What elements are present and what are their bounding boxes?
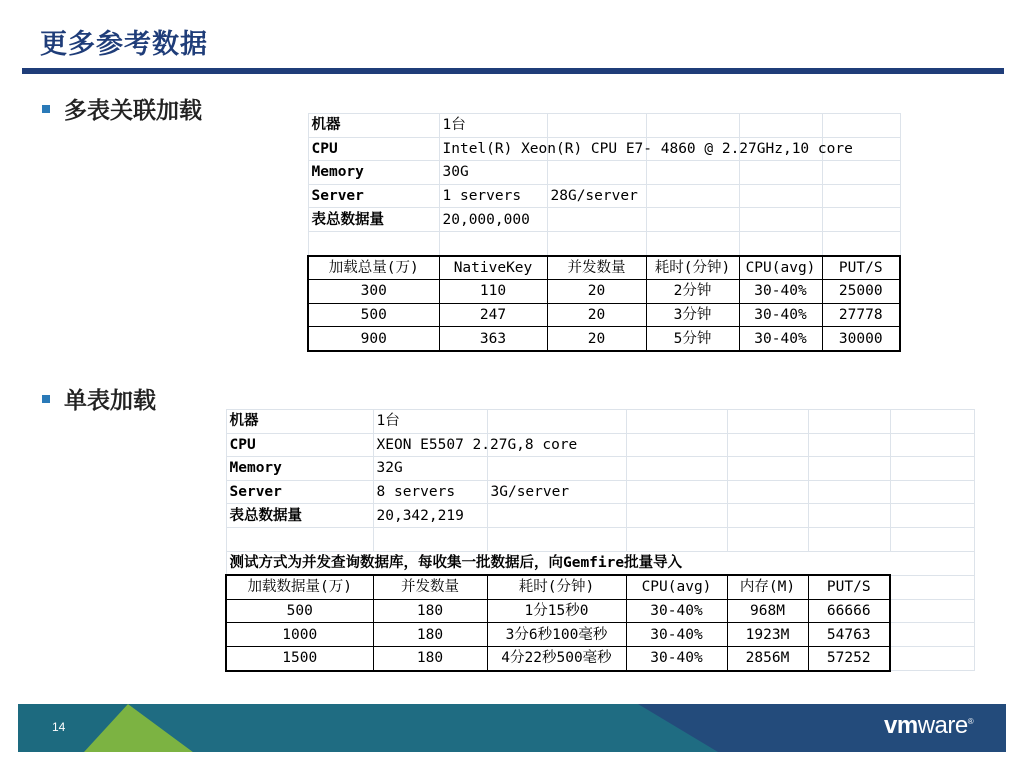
table-cell: 4分22秒500毫秒: [487, 646, 626, 670]
table-cell: 247: [439, 303, 547, 327]
info-value: 1 servers: [439, 184, 547, 208]
slide-title: 更多参考数据: [40, 29, 208, 60]
info-value: 32G: [373, 457, 487, 481]
empty-cell: [890, 433, 974, 457]
empty-cell: [646, 184, 739, 208]
info-label: CPU: [226, 433, 373, 457]
empty-cell: [547, 208, 646, 232]
empty-cell: [727, 457, 808, 481]
empty-cell: [487, 457, 626, 481]
info-label: 机器: [226, 410, 373, 434]
vmware-logo: [884, 712, 973, 740]
footer-band: [18, 704, 1006, 752]
info-row-total: [226, 504, 974, 528]
empty-cell: [808, 527, 890, 551]
empty-cell: [890, 504, 974, 528]
footer-graphic: [18, 704, 1006, 752]
empty-cell: [626, 480, 727, 504]
table-cell: 180: [373, 599, 487, 623]
empty-cell: [822, 231, 900, 255]
info-extra: 3G/server: [487, 480, 626, 504]
table-cell: 3分钟: [646, 303, 739, 327]
info-label: Memory: [226, 457, 373, 481]
empty-cell: [890, 575, 974, 599]
empty-cell: [487, 504, 626, 528]
spacer-row: [308, 231, 900, 255]
info-row-cpu: [308, 137, 900, 161]
section-heading-multi-table: [42, 92, 202, 125]
table-cell: 500: [226, 599, 373, 623]
info-label: Memory: [308, 161, 439, 185]
table-cell: 363: [439, 327, 547, 351]
column-header: PUT/S: [822, 256, 900, 280]
table-cell: 180: [373, 646, 487, 670]
table-cell: 30000: [822, 327, 900, 351]
info-value: 30G: [439, 161, 547, 185]
empty-cell: [547, 161, 646, 185]
table-row: [308, 280, 900, 304]
page-number: 14: [52, 720, 66, 734]
info-value: Intel(R) Xeon(R) CPU E7- 4860 @ 2.27GHz,10 core: [439, 137, 547, 161]
table-row: [226, 599, 974, 623]
bullet-square-icon: [42, 395, 50, 403]
empty-cell: [727, 410, 808, 434]
info-label: 表总数据量: [308, 208, 439, 232]
empty-cell: [808, 410, 890, 434]
empty-cell: [808, 433, 890, 457]
logo-bold: vm: [884, 712, 918, 739]
info-extra: 28G/server: [547, 184, 646, 208]
multi-table-load-sheet: [307, 113, 901, 352]
empty-cell: [487, 527, 626, 551]
info-row-memory: [226, 457, 974, 481]
empty-cell: [626, 433, 727, 457]
empty-cell: [822, 161, 900, 185]
empty-cell: [727, 527, 808, 551]
info-row-total: [308, 208, 900, 232]
table-cell: 1923M: [727, 623, 808, 647]
table-row: [308, 327, 900, 351]
empty-cell: [890, 599, 974, 623]
empty-cell: [890, 623, 974, 647]
table-cell: 30-40%: [739, 280, 822, 304]
table-row: [226, 646, 974, 670]
column-header: 内存(M): [727, 575, 808, 599]
empty-cell: [626, 504, 727, 528]
section-heading-label: 单表加载: [64, 388, 156, 414]
info-label: Server: [308, 184, 439, 208]
empty-cell: [739, 231, 822, 255]
column-header: NativeKey: [439, 256, 547, 280]
table-cell: 25000: [822, 280, 900, 304]
note-row: [226, 551, 974, 575]
table-header-row: [226, 575, 974, 599]
table-cell: 2分钟: [646, 280, 739, 304]
empty-cell: [626, 527, 727, 551]
column-header: 并发数量: [547, 256, 646, 280]
info-row-machine: [308, 114, 900, 138]
info-row-server: [226, 480, 974, 504]
empty-cell: [890, 646, 974, 670]
info-label: Server: [226, 480, 373, 504]
info-value: XEON E5507 2.27G,8 core: [373, 433, 487, 457]
table-cell: 54763: [808, 623, 890, 647]
column-header: 加载数据量(万): [226, 575, 373, 599]
empty-cell: [439, 231, 547, 255]
empty-cell: [822, 114, 900, 138]
table-cell: 20: [547, 327, 646, 351]
empty-cell: [646, 114, 739, 138]
info-label: 表总数据量: [226, 504, 373, 528]
empty-cell: [727, 504, 808, 528]
table-cell: 30-40%: [626, 646, 727, 670]
table-cell: 30-40%: [626, 623, 727, 647]
empty-cell: [739, 161, 822, 185]
empty-cell: [808, 457, 890, 481]
info-value: 20,342,219: [373, 504, 487, 528]
column-header: 并发数量: [373, 575, 487, 599]
empty-cell: [739, 184, 822, 208]
table-cell: 20: [547, 280, 646, 304]
empty-cell: [646, 231, 739, 255]
logo-normal: ware: [917, 712, 968, 739]
table-cell: 900: [308, 327, 439, 351]
info-value: 1台: [439, 114, 547, 138]
table-cell: 5分钟: [646, 327, 739, 351]
table-cell: 180: [373, 623, 487, 647]
empty-cell: [890, 410, 974, 434]
table-cell: 57252: [808, 646, 890, 670]
empty-cell: [822, 184, 900, 208]
title-divider: [22, 68, 1004, 74]
empty-cell: [739, 208, 822, 232]
test-method-note: 测试方式为并发查询数据库，每收集一批数据后，向Gemfire批量导入: [226, 551, 974, 575]
empty-cell: [822, 208, 900, 232]
column-header: PUT/S: [808, 575, 890, 599]
empty-cell: [890, 527, 974, 551]
column-header: CPU(avg): [739, 256, 822, 280]
table-header-row: [308, 256, 900, 280]
empty-cell: [646, 208, 739, 232]
table-cell: 20: [547, 303, 646, 327]
spacer-row: [226, 527, 974, 551]
column-header: 耗时(分钟): [646, 256, 739, 280]
empty-cell: [487, 410, 626, 434]
empty-cell: [808, 480, 890, 504]
table-cell: 110: [439, 280, 547, 304]
column-header: 耗时(分钟): [487, 575, 626, 599]
table-row: [308, 303, 900, 327]
info-label: CPU: [308, 137, 439, 161]
empty-cell: [626, 457, 727, 481]
info-value: 1台: [373, 410, 487, 434]
empty-cell: [890, 457, 974, 481]
empty-cell: [373, 527, 487, 551]
empty-cell: [626, 410, 727, 434]
empty-cell: [727, 480, 808, 504]
empty-cell: [226, 527, 373, 551]
info-row-memory: [308, 161, 900, 185]
info-value: 20,000,000: [439, 208, 547, 232]
empty-cell: [308, 231, 439, 255]
empty-cell: [808, 504, 890, 528]
table-cell: 30-40%: [739, 303, 822, 327]
table-cell: 66666: [808, 599, 890, 623]
logo-mark: ®: [967, 717, 974, 726]
empty-cell: [727, 433, 808, 457]
empty-cell: [739, 114, 822, 138]
empty-cell: [646, 161, 739, 185]
table-cell: 1分15秒0: [487, 599, 626, 623]
table-cell: 500: [308, 303, 439, 327]
table-row: [226, 623, 974, 647]
table-cell: 30-40%: [626, 599, 727, 623]
column-header: CPU(avg): [626, 575, 727, 599]
table-cell: 1000: [226, 623, 373, 647]
info-value: 8 servers: [373, 480, 487, 504]
single-table-load-sheet: [225, 409, 975, 672]
table-cell: 30-40%: [739, 327, 822, 351]
info-row-server: [308, 184, 900, 208]
column-header: 加载总量(万): [308, 256, 439, 280]
section-heading-single-table: [42, 382, 156, 415]
empty-cell: [547, 231, 646, 255]
table-cell: 3分6秒100毫秒: [487, 623, 626, 647]
table-cell: 968M: [727, 599, 808, 623]
table-cell: 300: [308, 280, 439, 304]
info-extra: [547, 114, 646, 138]
info-label: 机器: [308, 114, 439, 138]
info-row-cpu: [226, 433, 974, 457]
info-row-machine: [226, 410, 974, 434]
table-cell: 2856M: [727, 646, 808, 670]
bullet-square-icon: [42, 105, 50, 113]
empty-cell: [890, 480, 974, 504]
table-cell: 1500: [226, 646, 373, 670]
table-cell: 27778: [822, 303, 900, 327]
section-heading-label: 多表关联加载: [64, 98, 202, 124]
